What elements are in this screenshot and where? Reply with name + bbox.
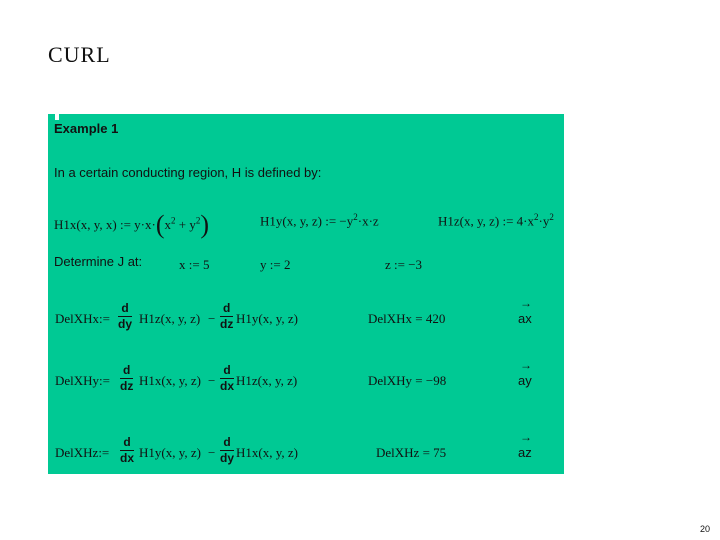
point-y: y := 2 (260, 257, 291, 272)
h1y-definition (260, 212, 379, 229)
h1x-lhs: H1x(x, y, x) := y·x· (54, 217, 156, 232)
point-x: x := 5 (179, 257, 210, 272)
open-paren-icon: ( (155, 210, 165, 239)
curl-z-func1: H1y(x, y, z) (139, 445, 201, 460)
curl-x-deriv2-num: d (223, 301, 231, 315)
intro-text: In a certain conducting region, H is defined by: (54, 165, 322, 180)
panel-corner-mark (55, 110, 59, 120)
curl-y-deriv1-den: dz (120, 379, 134, 393)
h1x-x-exponent: 2 (170, 215, 176, 226)
curl-z-deriv2-num: d (223, 435, 231, 449)
curl-x-deriv1-num: d (121, 301, 129, 315)
determine-label: Determine J at: (54, 254, 143, 269)
curl-x-deriv2-den: dz (220, 317, 234, 331)
curl-x-lhs: DelXHx:= (55, 311, 110, 326)
h1x-y: + y (175, 217, 196, 232)
slide-title: CURL (48, 42, 111, 67)
curl-x-minus: − (208, 311, 216, 326)
h1x-y-exponent: 2 (195, 215, 201, 226)
curl-z-minus: − (208, 445, 216, 460)
close-paren-icon: ) (200, 210, 209, 239)
curl-z-lhs: DelXHz:= (55, 445, 110, 460)
h1y-rest: ·x·z (357, 213, 379, 229)
curl-y-deriv1-num: d (123, 363, 131, 377)
unit-vector-ax: ax (518, 311, 532, 326)
curl-x-result: DelXHx = 420 (368, 311, 446, 326)
curl-z-deriv2-den: dy (220, 451, 235, 465)
curl-x-deriv2 (220, 302, 233, 331)
curl-y-deriv1 (120, 364, 133, 393)
curl-x-func2: H1y(x, y, z) (236, 311, 298, 326)
curl-z-deriv2 (220, 436, 234, 465)
h1z-exponent-y: 2 (549, 212, 554, 222)
point-z: z := −3 (385, 257, 423, 272)
example-panel (48, 114, 564, 474)
h1y-exponent: 2 (353, 212, 358, 222)
h1x-definition (54, 210, 209, 240)
curl-z-result: DelXHz = 75 (376, 445, 447, 460)
curl-y-deriv2-num: d (223, 363, 231, 377)
curl-y-func1: H1x(x, y, z) (139, 373, 201, 388)
curl-x-deriv1-den: dy (118, 317, 133, 331)
curl-z-deriv1-den: dx (120, 451, 135, 465)
h1z-definition (438, 212, 554, 229)
panel-corner-mark (55, 110, 85, 114)
curl-y-lhs: DelXHy:= (55, 373, 110, 388)
h1x-x: x (164, 217, 171, 232)
curl-z-deriv1 (120, 436, 134, 465)
h1z-exponent-x: 2 (534, 212, 539, 222)
page-number: 20 (700, 524, 711, 534)
arrow-icon: → (520, 358, 532, 372)
unit-vector-ay: ay (518, 373, 532, 388)
arrow-icon: → (520, 296, 532, 310)
curl-y-deriv2-den: dx (220, 379, 235, 393)
curl-z-deriv1-num: d (123, 435, 131, 449)
curl-z-func2: H1x(x, y, z) (236, 445, 298, 460)
arrow-icon: → (520, 430, 532, 444)
h1z-lhs: H1z(x, y, z) := 4·x (438, 213, 535, 229)
curl-x-func1: H1z(x, y, z) (139, 311, 201, 326)
curl-y-func2: H1z(x, y, z) (236, 373, 298, 388)
curl-y-deriv2 (220, 364, 234, 393)
h1z-rest: ·y (538, 213, 550, 229)
h1y-lhs: H1y(x, y, z) := −y (260, 213, 354, 229)
unit-vector-az: az (518, 445, 532, 460)
curl-y-result: DelXHy = −98 (368, 373, 447, 388)
curl-x-deriv1 (118, 302, 132, 331)
curl-y-minus: − (208, 373, 216, 388)
example-heading: Example 1 (54, 121, 119, 136)
